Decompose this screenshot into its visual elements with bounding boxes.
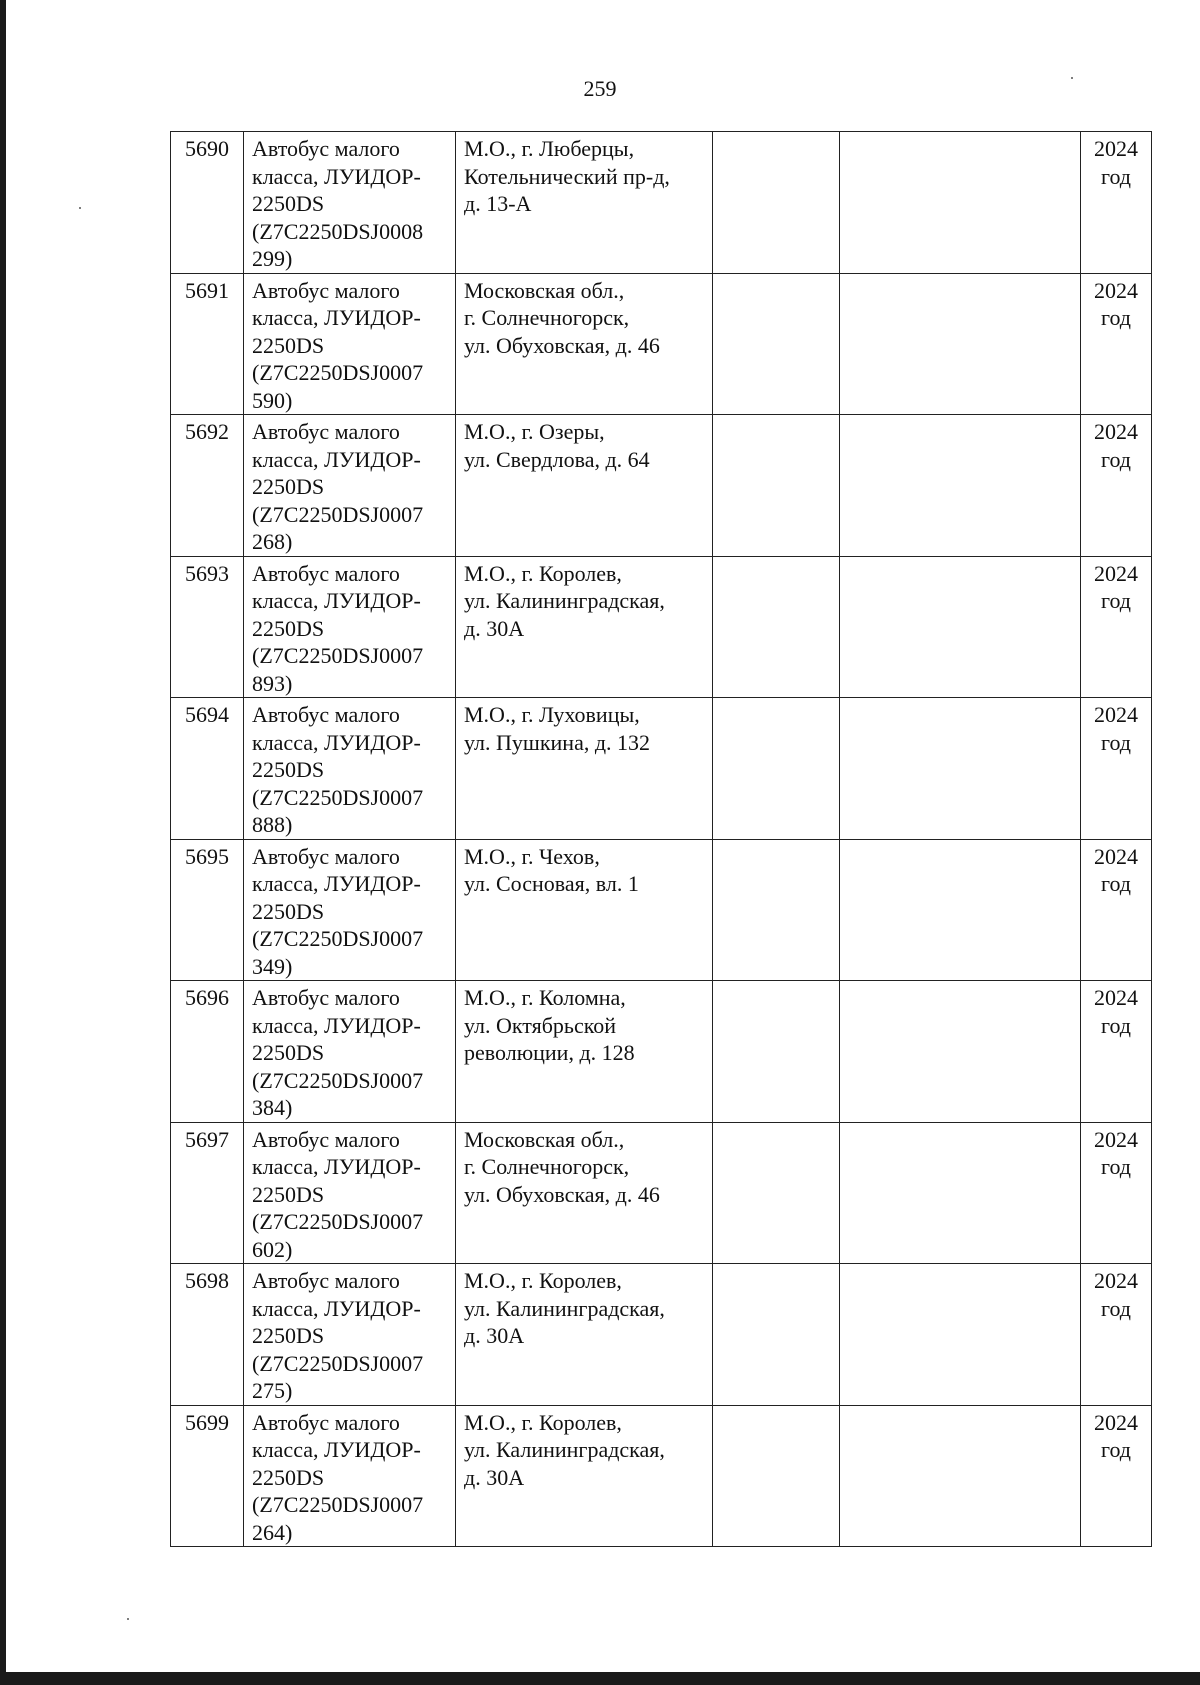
vehicle-name-line: (Z7C2250DSJ0007 [252,501,424,527]
table-row [171,132,1152,274]
year-line: год [1100,871,1132,896]
scan-bottom-edge [0,1672,1200,1685]
address-line: г. Солнечногорск, [464,1154,630,1179]
vehicle-name-line: (Z7C2250DSJ0007 [252,360,424,385]
address-line: М.О., г. Люберцы, [464,136,635,161]
empty-cell-col4 [713,1264,840,1406]
vehicle-name-line: 384) [252,1095,293,1120]
vehicle-name-line: Автобус малого [252,702,400,727]
row-number: 5694 [185,702,229,727]
vehicle-name-cell [244,1264,456,1406]
empty-cell-col4 [713,556,840,698]
address-cell [456,1264,713,1406]
empty-cell-col5 [840,839,1081,981]
vehicle-name-line: 2250DS [252,615,325,641]
year-line: 2024 [1094,843,1138,869]
year-line: год [1100,1437,1132,1462]
vehicle-name-line: Автобус малого [252,843,400,869]
address-line: М.О., г. Королев, [464,1268,622,1293]
year-line: 2024 [1094,560,1138,586]
vehicle-name-cell [244,839,456,981]
vehicle-name-line: класса, ЛУИДОР- [252,871,421,896]
empty-cell-col4 [713,132,840,274]
year-line: 2024 [1094,1409,1138,1435]
address-line: М.О., г. Королев, [464,1409,622,1435]
vehicle-name-cell [244,415,456,557]
address-line: Котельнический пр-д, [464,163,670,189]
year-line: год [1100,729,1132,755]
vehicle-name-line: Автобус малого [252,136,400,161]
table-row [171,415,1152,557]
table-row [171,1264,1152,1406]
vehicle-name-line: класса, ЛУИДОР- [252,163,421,189]
address-line: М.О., г. Королев, [464,560,622,586]
vehicle-name-cell [244,1122,456,1264]
row-number-cell [171,556,244,698]
table-row [171,556,1152,698]
vehicle-name-line: Автобус малого [252,1126,400,1152]
empty-cell-col5 [840,556,1081,698]
empty-cell-col5 [840,273,1081,415]
row-number: 5690 [185,136,229,161]
year-line: год [1100,163,1132,189]
empty-cell-col5 [840,698,1081,840]
empty-cell-col4 [713,1405,840,1547]
vehicle-name-cell [244,132,456,274]
address-line: ул. Обуховская, д. 46 [464,332,660,358]
row-number: 5697 [185,1126,229,1152]
vehicle-name-line: 590) [252,387,293,413]
row-number: 5696 [185,985,229,1010]
scan-speck [127,1618,129,1620]
year-line: 2024 [1094,985,1138,1010]
vehicle-name-line: Автобус малого [252,277,400,303]
address-cell [456,415,713,557]
address-line: д. 30А [464,1464,525,1490]
year-cell [1081,839,1152,981]
address-line: д. 13-А [464,191,532,216]
year-line: год [1100,1012,1132,1038]
vehicle-name-line: (Z7C2250DSJ0007 [252,1209,424,1234]
vehicle-name-line: (Z7C2250DSJ0007 [252,1067,424,1093]
vehicle-name-line: (Z7C2250DSJ0007 [252,926,424,951]
address-cell [456,981,713,1123]
empty-cell-col5 [840,1405,1081,1547]
vehicle-name-line: 2250DS [252,1323,325,1348]
vehicle-name-line: класса, ЛУИДОР- [252,588,421,613]
address-line: ул. Калининградская, [464,588,665,613]
vehicle-name-line: 275) [252,1378,293,1403]
vehicle-name-line: 893) [252,670,293,696]
vehicle-name-line: 299) [252,246,293,271]
empty-cell-col5 [840,1122,1081,1264]
page-number: 259 [583,76,617,101]
table-row [171,1122,1152,1264]
empty-cell-col4 [713,698,840,840]
address-line: ул. Октябрьской [464,1012,617,1038]
address-cell [456,839,713,981]
address-cell [456,273,713,415]
vehicle-name-line: Автобус малого [252,985,400,1010]
table-row [171,981,1152,1123]
table-row [171,273,1152,415]
empty-cell-col4 [713,415,840,557]
year-line: 2024 [1094,277,1138,303]
address-line: М.О., г. Коломна, [464,985,626,1010]
year-line: год [1100,305,1132,330]
year-line: год [1100,588,1132,613]
row-number-cell [171,273,244,415]
address-line: ул. Пушкина, д. 132 [464,729,651,755]
scan-left-edge [0,0,6,1685]
address-line: д. 30А [464,1323,525,1348]
vehicle-name-line: 2250DS [252,332,325,358]
table-row [171,839,1152,981]
year-line: год [1100,1295,1132,1321]
row-number-cell [171,132,244,274]
address-cell [456,132,713,274]
year-cell [1081,1122,1152,1264]
row-number-cell [171,839,244,981]
vehicle-name-line: Автобус малого [252,1268,400,1293]
vehicle-name-line: класса, ЛУИДОР- [252,1437,421,1462]
empty-cell-col5 [840,1264,1081,1406]
vehicle-name-line: 2250DS [252,1464,325,1490]
year-cell [1081,698,1152,840]
registry-table [170,131,1152,1547]
vehicle-name-line: Автобус малого [252,419,400,444]
table-row [171,1405,1152,1547]
row-number-cell [171,415,244,557]
vehicle-name-cell [244,981,456,1123]
year-cell [1081,273,1152,415]
vehicle-name-line: 888) [252,812,293,837]
address-cell [456,698,713,840]
empty-cell-col5 [840,981,1081,1123]
vehicle-name-line: (Z7C2250DSJ0008 [252,218,424,244]
row-number-cell [171,1264,244,1406]
vehicle-name-line: класса, ЛУИДОР- [252,1154,421,1179]
year-line: 2024 [1094,702,1138,727]
vehicle-name-cell [244,1405,456,1547]
vehicle-name-line: 2250DS [252,1040,325,1065]
scan-speck [79,207,81,209]
registry-table-body [171,132,1152,1547]
year-line: год [1100,446,1132,472]
vehicle-name-line: (Z7C2250DSJ0007 [252,784,424,810]
empty-cell-col4 [713,273,840,415]
address-line: революции, д. 128 [464,1040,635,1065]
row-number: 5698 [185,1268,229,1293]
table-row [171,698,1152,840]
year-line: 2024 [1094,419,1138,444]
row-number: 5691 [185,277,229,303]
year-line: год [1100,1154,1132,1179]
row-number-cell [171,1122,244,1264]
vehicle-name-line: 2250DS [252,757,325,782]
address-line: М.О., г. Луховицы, [464,702,640,727]
row-number: 5693 [185,560,229,586]
row-number-cell [171,1405,244,1547]
vehicle-name-line: 264) [252,1519,293,1545]
vehicle-name-line: Автобус малого [252,560,400,586]
empty-cell-col5 [840,132,1081,274]
empty-cell-col4 [713,1122,840,1264]
year-cell [1081,1405,1152,1547]
address-line: г. Солнечногорск, [464,305,630,330]
address-line: ул. Свердлова, д. 64 [464,446,650,472]
year-line: 2024 [1094,1126,1138,1152]
empty-cell-col5 [840,415,1081,557]
vehicle-name-line: класса, ЛУИДОР- [252,1295,421,1321]
year-cell [1081,132,1152,274]
vehicle-name-line: класса, ЛУИДОР- [252,305,421,330]
vehicle-name-line: 2250DS [252,898,325,924]
address-line: ул. Калининградская, [464,1295,665,1321]
address-line: ул. Обуховская, д. 46 [464,1181,660,1207]
year-line: 2024 [1094,136,1138,161]
year-cell [1081,1264,1152,1406]
empty-cell-col4 [713,981,840,1123]
vehicle-name-cell [244,698,456,840]
vehicle-name-line: 2250DS [252,191,325,216]
vehicle-name-line: 2250DS [252,1181,325,1207]
row-number: 5699 [185,1409,229,1435]
year-cell [1081,556,1152,698]
row-number: 5692 [185,419,229,444]
address-line: М.О., г. Озеры, [464,419,605,444]
row-number-cell [171,981,244,1123]
vehicle-name-line: Автобус малого [252,1409,400,1435]
address-line: Московская обл., [464,1126,625,1152]
empty-cell-col4 [713,839,840,981]
address-line: д. 30А [464,615,525,641]
address-line: Московская обл., [464,277,625,303]
vehicle-name-line: (Z7C2250DSJ0007 [252,1492,424,1517]
address-line: М.О., г. Чехов, [464,843,600,869]
row-number-cell [171,698,244,840]
vehicle-name-line: класса, ЛУИДОР- [252,446,421,472]
year-cell [1081,415,1152,557]
address-line: ул. Калининградская, [464,1437,665,1462]
address-line: ул. Сосновая, вл. 1 [464,871,639,896]
vehicle-name-line: класса, ЛУИДОР- [252,729,421,755]
address-cell [456,556,713,698]
address-cell [456,1405,713,1547]
vehicle-name-line: 268) [252,529,293,554]
vehicle-name-line: (Z7C2250DSJ0007 [252,1350,424,1376]
vehicle-name-line: 2250DS [252,474,325,499]
vehicle-name-cell [244,556,456,698]
year-line: 2024 [1094,1268,1138,1293]
vehicle-name-cell [244,273,456,415]
vehicle-name-line: 349) [252,953,293,979]
address-cell [456,1122,713,1264]
vehicle-name-line: класса, ЛУИДОР- [252,1012,421,1038]
vehicle-name-line: 602) [252,1236,293,1262]
year-cell [1081,981,1152,1123]
row-number: 5695 [185,843,229,869]
vehicle-name-line: (Z7C2250DSJ0007 [252,643,424,668]
